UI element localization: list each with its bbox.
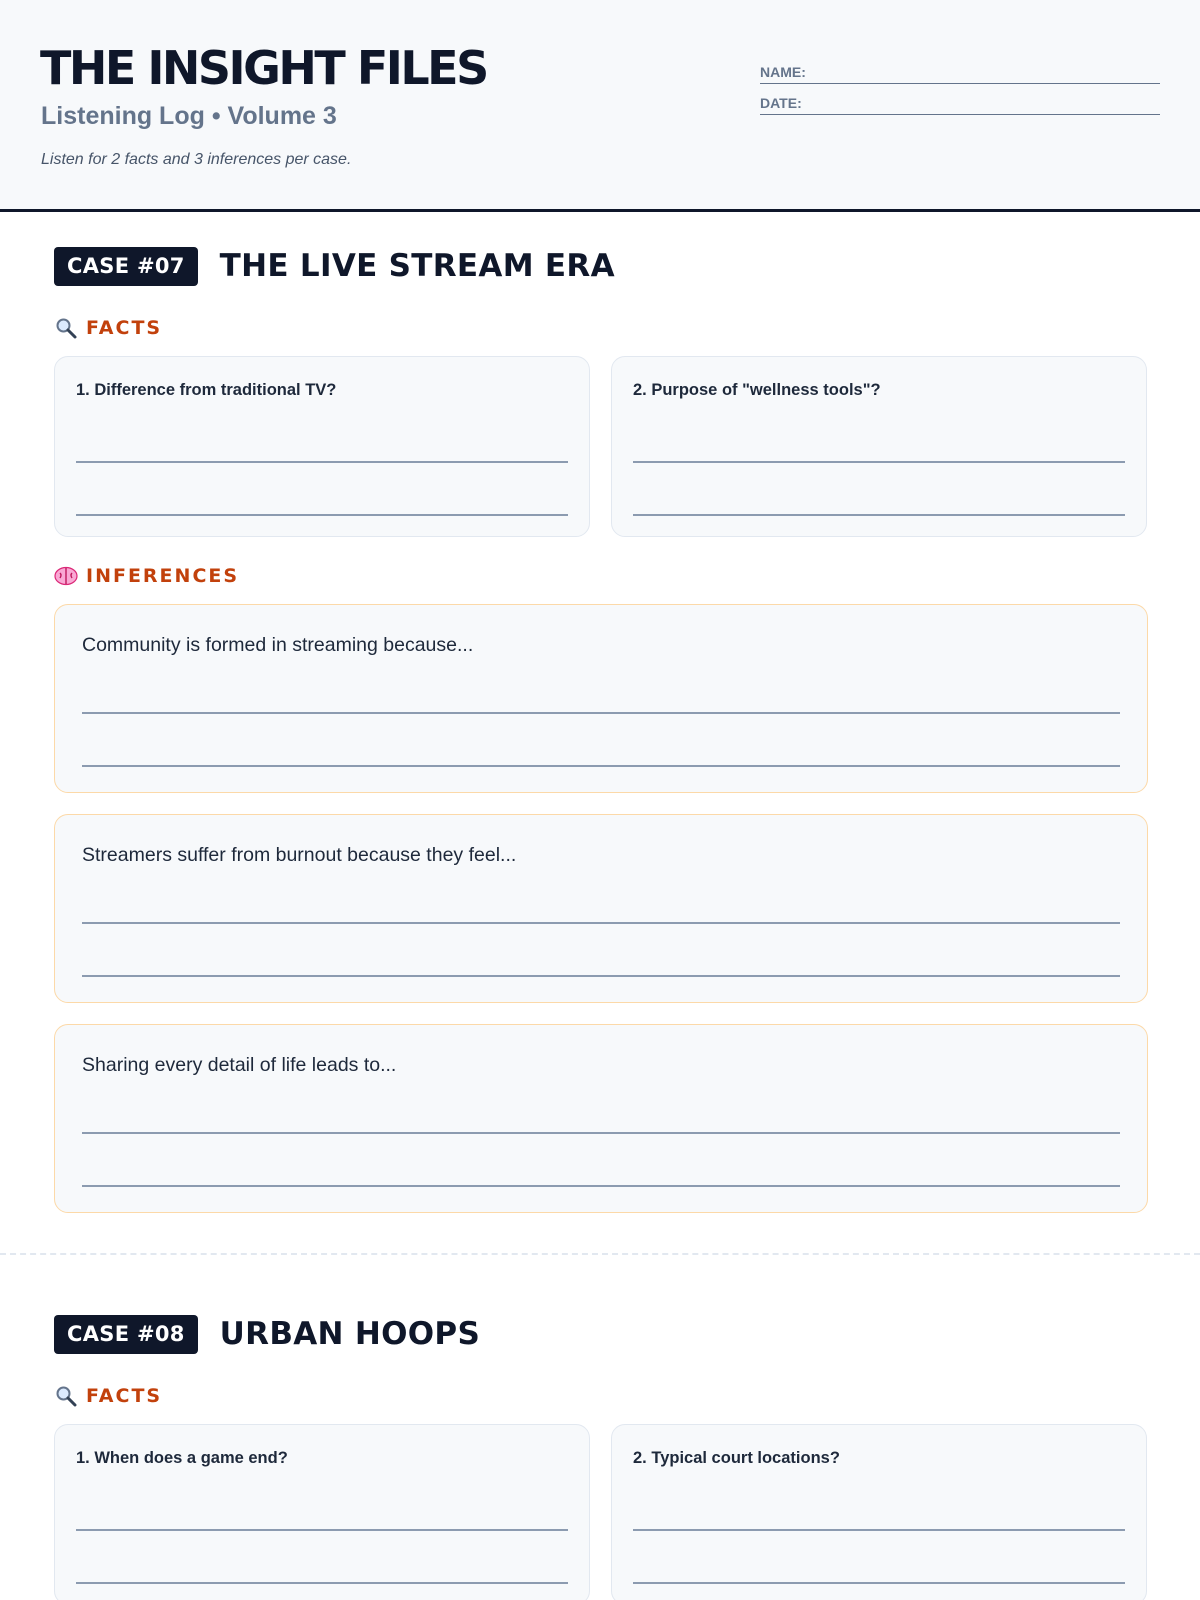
fact-card[interactable] [54, 356, 590, 537]
inference-prompt: Community is formed in streaming because... [82, 634, 474, 656]
answer-line [76, 461, 568, 463]
fact-question: 2. Typical court locations? [633, 1449, 840, 1467]
facts-label: FACTS [86, 317, 163, 339]
inferences-section-label [54, 563, 239, 589]
worksheet-instruction: Listen for 2 facts and 3 inferences per case. [41, 151, 352, 168]
fact-question: 2. Purpose of "wellness tools"? [633, 381, 881, 399]
name-field[interactable] [760, 60, 1160, 84]
answer-line [82, 975, 1120, 977]
answer-line [633, 461, 1125, 463]
inference-card[interactable] [54, 604, 1148, 793]
answer-line [76, 1529, 568, 1531]
answer-line [633, 514, 1125, 516]
facts-section-label [54, 315, 162, 341]
brain-icon [54, 564, 78, 588]
case-badge: CASE #08 [54, 1315, 198, 1354]
inferences-label: INFERENCES [86, 565, 240, 587]
worksheet-subtitle: Listening Log • Volume 3 [41, 102, 337, 130]
case-07-header [54, 246, 615, 286]
magnifying-glass-icon [54, 1384, 78, 1408]
worksheet-header [0, 0, 1200, 212]
fact-card[interactable] [54, 1424, 590, 1600]
inference-prompt: Sharing every detail of life leads to... [82, 1054, 397, 1076]
facts-section-label [54, 1383, 162, 1409]
answer-line [82, 922, 1120, 924]
case-divider [0, 1253, 1200, 1255]
answer-line [82, 712, 1120, 714]
answer-line [633, 1582, 1125, 1584]
case-title: URBAN HOOPS [219, 1316, 481, 1352]
fact-question: 1. Difference from traditional TV? [76, 381, 337, 399]
answer-line [82, 1132, 1120, 1134]
case-title: THE LIVE STREAM ERA [219, 248, 615, 284]
fact-question: 1. When does a game end? [76, 1449, 288, 1467]
answer-line [76, 514, 568, 516]
case-08-header [54, 1314, 480, 1354]
inference-prompt: Streamers suffer from burnout because they feel... [82, 844, 517, 866]
name-label: NAME: [760, 64, 806, 80]
worksheet-title: THE INSIGHT FILES [40, 41, 487, 95]
inference-card[interactable] [54, 814, 1148, 1003]
fact-card[interactable] [611, 356, 1147, 537]
date-field[interactable] [760, 91, 1160, 115]
answer-line [82, 1185, 1120, 1187]
answer-line [633, 1529, 1125, 1531]
magnifying-glass-icon [54, 316, 78, 340]
fact-card[interactable] [611, 1424, 1147, 1600]
answer-line [76, 1582, 568, 1584]
inference-card[interactable] [54, 1024, 1148, 1213]
case-badge: CASE #07 [54, 247, 198, 286]
answer-line [82, 765, 1120, 767]
facts-label: FACTS [86, 1385, 163, 1407]
date-label: DATE: [760, 95, 802, 111]
